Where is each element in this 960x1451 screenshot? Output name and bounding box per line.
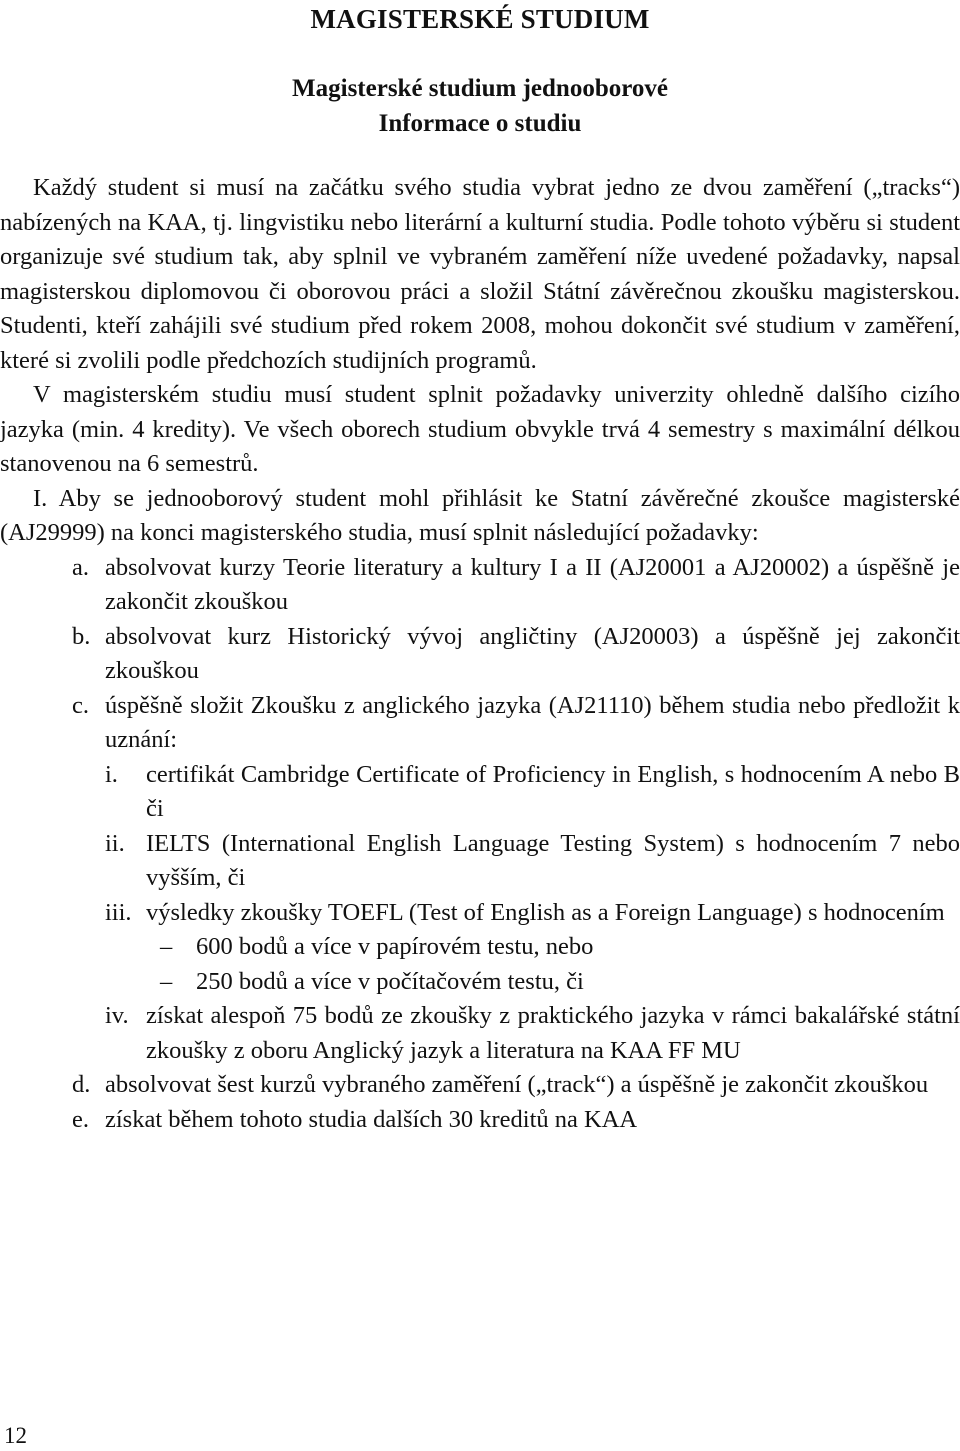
sub-list-item-label: ii. [105, 829, 125, 857]
list-item-label: a. [72, 553, 89, 581]
requirements-list [0, 551, 960, 1138]
dash-list-item [0, 965, 960, 1000]
dash-icon: – [160, 967, 173, 995]
list-item [0, 1068, 960, 1103]
list-item-text: absolvovat kurz Historický vývoj angličtiny (AJ20003) a úspěšně jej zakončit zkouškou [105, 622, 960, 684]
dash-list-item-text: 250 bodů a více v počítačovém testu, či [196, 967, 584, 995]
dash-list-item [0, 930, 960, 965]
list-item [0, 689, 960, 758]
list-item-label: d. [72, 1071, 91, 1098]
sub-list-item-text: výsledky zkoušky TOEFL (Test of English as a Foreign Language) s hodnocením [146, 898, 945, 926]
list-item-text: absolvovat kurzy Teorie literatury a kultury I a II (AJ20001 a AJ20002) a úspěšně je zakončit zkouškou [105, 553, 960, 615]
section-subtitle: Informace o studiu [378, 110, 582, 137]
language-paragraph: V magisterském studiu musí student splnit požadavky univerzity ohledně dalšího cizího jazyka (min. 4 kredity). Ve všech oborech studium obvykle trvá 4 semestry s maximální délkou stanovenou na 6 semestrů. [0, 381, 960, 477]
sub-list-item-text: certifikát Cambridge Certificate of Proficiency in English, s hodnocením A nebo B či [146, 760, 960, 822]
dash-icon: – [160, 933, 173, 960]
sub-list-item [0, 896, 960, 931]
list-item-label: e. [72, 1105, 89, 1133]
page-number: 12 [4, 1423, 27, 1448]
list-item-text: úspěšně složit Zkoušku z anglického jazyka (AJ21110) během studia nebo předložit k uznání: [105, 691, 960, 753]
list-item [0, 1103, 960, 1138]
requirements-paragraph: I. Aby se jednooborový student mohl přihlásit ke Statní závěrečné zkoušce magisterské (AJ29999) na konci magisterského studia, musí splnit následující požadavky: [0, 484, 960, 546]
sub-list-item [0, 758, 960, 827]
list-item [0, 551, 960, 620]
sub-list-item-label: i. [105, 760, 118, 788]
document-body [0, 171, 960, 1137]
sub-list-item-text: IELTS (International English Language Testing System) s hodnocením 7 nebo vyšším, či [146, 829, 960, 891]
list-item-text: získat během tohoto studia dalších 30 kreditů na KAA [105, 1105, 638, 1133]
sub-list-item-text: získat alespoň 75 bodů ze zkoušky z praktického jazyka v rámci bakalářské státní zkoušky z oboru Anglický jazyk a literatura na KAA FF MU [146, 1002, 960, 1064]
list-item [0, 620, 960, 689]
sub-list-item [0, 827, 960, 896]
sub-list-item-label: iii. [105, 898, 132, 926]
list-item-text: absolvovat šest kurzů vybraného zaměření („track“) a úspěšně je zakončit zkouškou [105, 1071, 929, 1098]
page-title: MAGISTERSKÉ STUDIUM [310, 4, 650, 34]
section-title: Magisterské studium jednooborové [292, 75, 668, 102]
list-item-label: b. [72, 622, 91, 650]
list-item-label: c. [72, 691, 89, 719]
intro-paragraph: Každý student si musí na začátku svého studia vybrat jedno ze dvou zaměření („tracks“) nabízených na KAA, tj. lingvistiku nebo literární a kulturní studia. Podle tohoto výběru si student organizuje své studium tak, aby splnil ve vybraném zaměření níže uvedené požadavky, napsal magisterskou diplomovou či oborovou práci a složil Státní závěrečnou zkoušku magisterskou. Studenti, kteří zahájili své studium před rokem 2008, mohou dokončit své studium v zaměření, které si zvolili podle předchozích studijních programů. [0, 174, 960, 374]
dash-list-item-text: 600 bodů a více v papírovém testu, nebo [196, 933, 594, 960]
sub-list-item [0, 999, 960, 1068]
sub-list-item-label: iv. [105, 1002, 129, 1029]
